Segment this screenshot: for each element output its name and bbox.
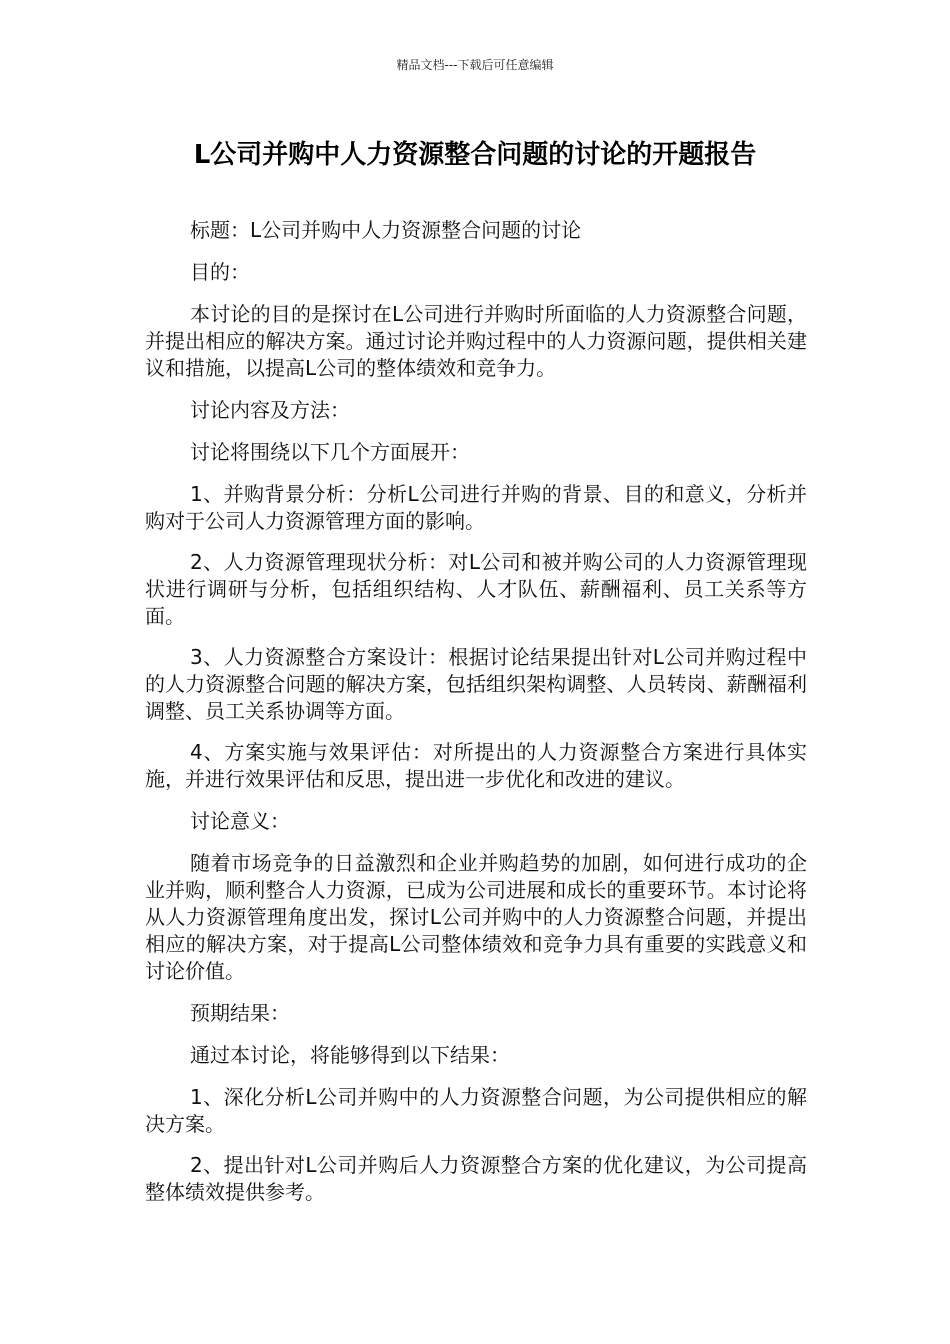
paragraph-item-1: 1、并购背景分析：分析L公司进行并购的背景、目的和意义，分析并购对于公司人力资源管理方面的影响。 [145,482,807,533]
paragraph-item-3: 3、人力资源整合方案设计：根据讨论结果提出针对L公司并购过程中的人力资源整合问题的解决方案，包括组织架构调整、人员转岗、薪酬福利调整、员工关系协调等方面。 [145,645,807,723]
paragraph-expected-label: 预期结果： [190,1001,290,1025]
paragraph-purpose-text: 本讨论的目的是探讨在L公司进行并购时所面临的人力资源整合问题，并提出相应的解决方案。通过讨论并购过程中的人力资源问题，提供相关建议和措施，以提高L公司的整体绩效和竞争力。 [145,302,807,380]
header-note: 精品文档---下载后可任意编辑 [396,58,554,72]
paragraph-result-1: 1、深化分析L公司并购中的人力资源整合问题，为公司提供相应的解决方案。 [145,1085,807,1136]
document-title: L公司并购中人力资源整合问题的讨论的开题报告 [193,140,757,170]
paragraph-item-2: 2、人力资源管理现状分析：对L公司和被并购公司的人力资源管理现状进行调研与分析，包括组织结构、人才队伍、薪酬福利、员工关系等方面。 [145,550,807,628]
paragraph-purpose-label: 目的： [190,260,250,284]
paragraph-content-method-label: 讨论内容及方法： [190,398,350,422]
paragraph-item-4: 4、方案实施与效果评估：对所提出的人力资源整合方案进行具体实施，并进行效果评估和反思，提出进一步优化和改进的建议。 [145,740,807,791]
paragraph-heading-label: 标题：L公司并购中人力资源整合问题的讨论 [190,218,582,242]
paragraph-content-intro: 讨论将围绕以下几个方面展开： [190,440,470,464]
document-body [145,217,807,1206]
paragraph-result-2: 2、提出针对L公司并购后人力资源整合方案的优化建议，为公司提高整体绩效提供参考。 [145,1153,807,1204]
paragraph-significance-text: 随着市场竞争的日益激烈和企业并购趋势的加剧，如何进行成功的企业并购，顺利整合人力资源，已成为公司进展和成长的重要环节。本讨论将从人力资源管理角度出发，探讨L公司并购中的人力资源整合问题，并提出相应的解决方案，对于提高L公司整体绩效和竞争力具有重要的实践意义和讨论价值。 [145,851,807,983]
paragraph-expected-intro: 通过本讨论，将能够得到以下结果： [190,1043,510,1067]
paragraph-significance-label: 讨论意义： [190,809,290,833]
